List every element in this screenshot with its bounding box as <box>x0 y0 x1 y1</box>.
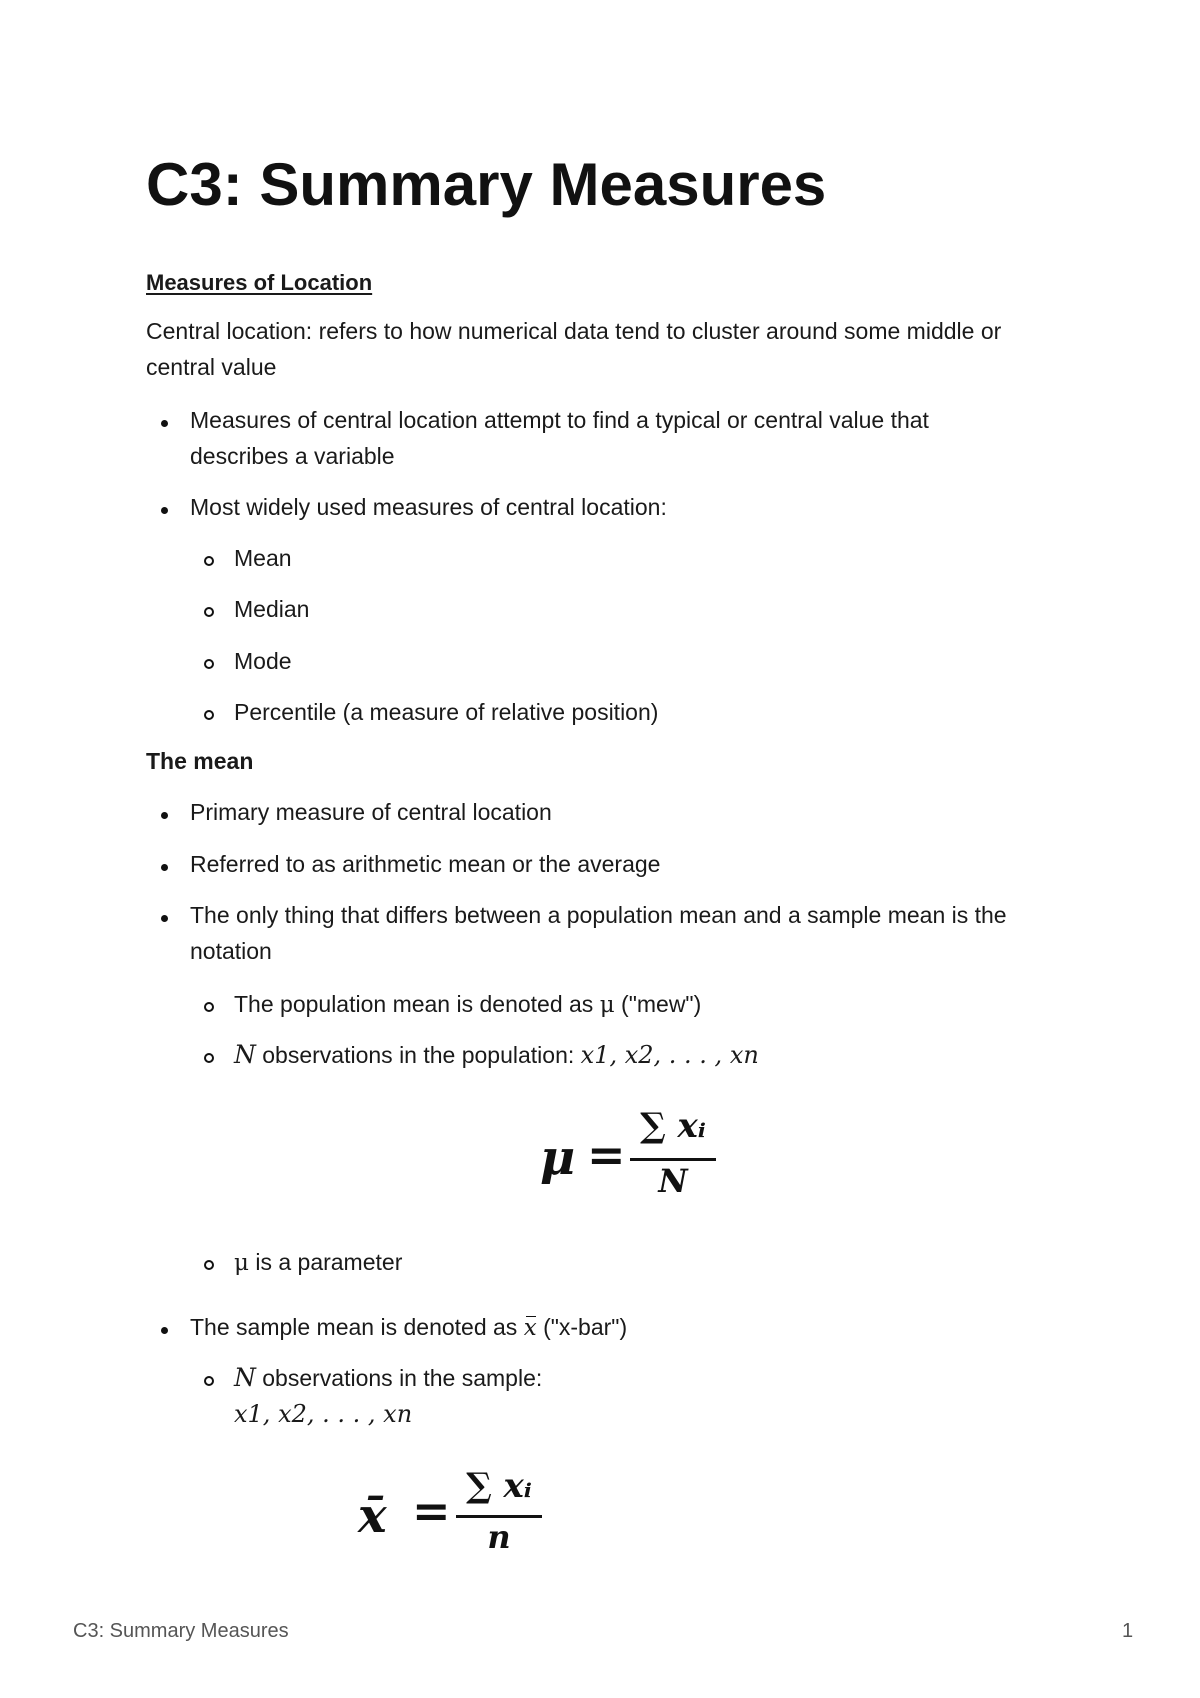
formula-denominator: N <box>658 1162 688 1200</box>
bullet-circle <box>204 1002 214 1012</box>
var-n: N <box>234 1040 256 1069</box>
x-bar-symbol: x <box>524 1310 537 1346</box>
bullet-dot <box>161 812 168 819</box>
bullet-circle <box>204 1376 214 1386</box>
paragraph-central-location-line2: central value <box>146 354 277 380</box>
sub-item-percentile: Percentile (a measure of relative position) <box>234 699 659 725</box>
text: The sample mean is denoted as <box>190 1314 524 1340</box>
mu-symbol: μ <box>234 1250 249 1276</box>
var-n: N <box>234 1363 256 1392</box>
formula-equals: = <box>587 1128 626 1182</box>
sub-item-sample-observations <box>234 1360 542 1396</box>
bullet-circle <box>204 556 214 566</box>
bullet-circle <box>204 607 214 617</box>
bullet-circle <box>204 1260 214 1270</box>
section-heading-measures-of-location: Measures of Location <box>146 270 373 295</box>
mu-symbol: μ <box>599 992 615 1018</box>
bullet-circle <box>204 710 214 720</box>
sub-item-mu-is-parameter <box>234 1244 402 1281</box>
fraction-bar <box>630 1158 716 1161</box>
section-heading-the-mean: The mean <box>146 748 254 774</box>
sub-item-mode: Mode <box>234 648 292 674</box>
bullet-dot <box>161 864 168 871</box>
footer-page-number: 1 <box>1122 1620 1134 1642</box>
list-item-primary-measure: Primary measure of central location <box>190 799 552 825</box>
bullet-dot <box>161 507 168 514</box>
sample-observation-list: x1, x2, . . . , xn <box>234 1400 413 1428</box>
bullet-circle <box>204 1053 214 1063</box>
sub-item-population-observations <box>234 1037 759 1073</box>
paragraph-central-location-line1: Central location: refers to how numerical data tend to cluster around some middle or <box>146 318 1002 344</box>
bullet-dot <box>161 1327 168 1334</box>
sub-item-population-mean-notation <box>234 986 701 1023</box>
sub-item-mean: Mean <box>234 545 292 571</box>
text: The population mean is denoted as <box>234 991 600 1017</box>
bullet-dot <box>161 915 168 922</box>
formula-numerator: ∑ xᵢ <box>466 1466 532 1506</box>
formula-numerator: ∑ xᵢ <box>640 1106 706 1146</box>
footer-document-title: C3: Summary Measures <box>73 1620 289 1642</box>
list-item-widely-used-measures: Most widely used measures of central location: <box>190 494 667 520</box>
bullet-circle <box>204 659 214 669</box>
list-item-arithmetic-mean: Referred to as arithmetic mean or the average <box>190 851 661 877</box>
text: ("mew") <box>614 991 702 1017</box>
formula-lhs-mu: μ <box>540 1130 576 1186</box>
text: is a parameter <box>248 1249 403 1275</box>
list-item-notation-line2: notation <box>190 938 272 964</box>
list-item-notation-line1: The only thing that differs between a population mean and a sample mean is the <box>190 902 1007 928</box>
bullet-dot <box>161 420 168 427</box>
page-title: C3: Summary Measures <box>146 151 827 218</box>
formula-equals: = <box>412 1484 451 1538</box>
list-item-sample-mean-notation <box>190 1309 627 1346</box>
text: ("x-bar") <box>536 1314 628 1340</box>
text: observations in the population: <box>255 1042 581 1068</box>
formula-lhs-xbar: x̄ <box>358 1488 387 1544</box>
formula-denominator: n <box>487 1518 511 1556</box>
list-item-measures-central-location-line2: describes a variable <box>190 443 395 469</box>
observation-list: x1, x2, . . . , xn <box>580 1041 759 1069</box>
text: observations in the sample: <box>255 1365 543 1391</box>
list-item-measures-central-location-line1: Measures of central location attempt to find a typical or central value that <box>190 407 929 433</box>
sub-item-median: Median <box>234 596 310 622</box>
